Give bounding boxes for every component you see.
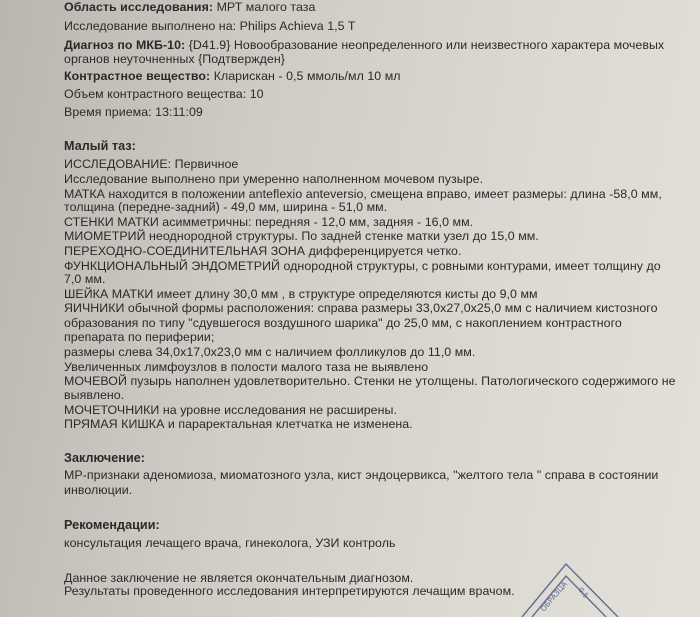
conclusion-line: МР-признаки аденомиоза, миоматозного узла, кист эндоцервикса, "желтого тела " справа в состоянии: [64, 468, 659, 482]
seal-text-2: 0.5: [576, 586, 590, 600]
area-label: Область исследования:: [64, 0, 214, 14]
volume-label: Объем контрастного вещества:: [64, 87, 247, 101]
pelvis-line: Увеличенных лимфоузлов в полости малого таза не выявлено: [64, 360, 429, 374]
pelvis-line: ПЕРЕХОДНО-СОЕДИНИТЕЛЬНАЯ ЗОНА дифференцируется четко.: [64, 244, 462, 258]
pelvis-line: 7,0 мм.: [64, 272, 106, 286]
pelvis-line: МОЧЕВОЙ пузырь наполнен удовлетворительно. Стенки не утолщены. Патологического содержимого не: [64, 374, 676, 388]
seal-stamp: [518, 560, 700, 617]
disclaimer-line: Результаты проведенного исследования интерпретируются лечащим врачом.: [64, 584, 515, 598]
pelvis-line: МИОМЕТРИЙ неоднородной структуры. По задней стенке матки узел до 15,0 мм.: [64, 229, 539, 243]
recommendations-heading: Рекомендации:: [64, 518, 160, 532]
diagnosis-value: {D41.9} Новообразование неопределенного или неизвестного характера мочевых: [188, 38, 665, 52]
pelvis-line: ФУНКЦИОНАЛЬНЫЙ ЭНДОМЕТРИЙ однородной структуры, с ровными контурами, имеет толщину до: [64, 259, 661, 273]
time-label: Время приема:: [64, 105, 152, 119]
diagnosis-row-cont: органов неуточненных {Подтвержден}: [64, 52, 285, 66]
contrast-row: [64, 69, 401, 83]
pelvis-line: МАТКА находится в положении anteflexio anteversio, смещена вправо, имеет размеры: длина -58,0 мм,: [64, 187, 662, 201]
time-row: [64, 105, 203, 119]
device-value: Philips Achieva 1,5 T: [239, 19, 356, 33]
pelvis-line: СТЕНКИ МАТКИ асимметричны: передняя - 12,0 мм, задняя - 16,0 мм.: [64, 215, 474, 229]
volume-value: 10: [249, 87, 264, 101]
pelvis-heading: Малый таз:: [64, 139, 136, 153]
conclusion-line: инволюции.: [64, 483, 133, 497]
pelvis-line: образования по типу "сдувшегося воздушного шарика" до 25,0 мм, с накоплением контрастного: [64, 316, 622, 330]
contrast-label: Контрастное вещество:: [64, 69, 211, 83]
pelvis-line: выявлено.: [64, 388, 125, 402]
time-value: 13:11:09: [155, 105, 203, 119]
seal-text: ОБРАЗЦА: [538, 579, 569, 614]
pelvis-line: ЯИЧНИКИ обычной формы расположения: справа размеры 33,0x27,0x25,0 мм с наличием кистозного: [64, 301, 658, 315]
device-label: Исследование выполнено на:: [64, 19, 237, 33]
recommendations-line: консультация лечащего врача, гинеколога, УЗИ контроль: [64, 536, 396, 550]
pelvis-line: Исследование выполнено при умеренно наполненном мочевом пузыре.: [64, 172, 484, 186]
device-row: [64, 19, 356, 33]
diagnosis-label: Диагноз по МКБ-10:: [64, 38, 186, 52]
pelvis-line: ИССЛЕДОВАНИЕ: Первичное: [64, 157, 239, 171]
pelvis-line: ПРЯМАЯ КИШКА и параректальная клетчатка не изменена.: [64, 417, 413, 431]
diagnosis-row: [64, 38, 664, 52]
volume-row: [64, 87, 264, 101]
disclaimer-line: Данное заключение не является окончательным диагнозом.: [64, 571, 414, 585]
pelvis-line: толщина (передне-задний) - 49,0 мм, ширина - 51,0 мм.: [64, 200, 388, 214]
area-row: [64, 0, 315, 14]
conclusion-heading: Заключение:: [64, 451, 146, 465]
contrast-value: Кларискан - 0,5 ммоль/мл 10 мл: [213, 69, 401, 83]
pelvis-line: ШЕЙКА МАТКИ имеет длину 30,0 мм , в структуре определяются кисты до 9,0 мм: [64, 287, 538, 301]
area-value: МРТ малого таза: [216, 0, 316, 14]
pelvis-line: размеры слева 34,0x17,0x23,0 мм с наличием фолликулов до 11,0 мм.: [64, 345, 476, 359]
pelvis-line: МОЧЕТОЧНИКИ на уровне исследования не расширены.: [64, 403, 397, 417]
pelvis-line: препарата по периферии;: [64, 330, 215, 344]
